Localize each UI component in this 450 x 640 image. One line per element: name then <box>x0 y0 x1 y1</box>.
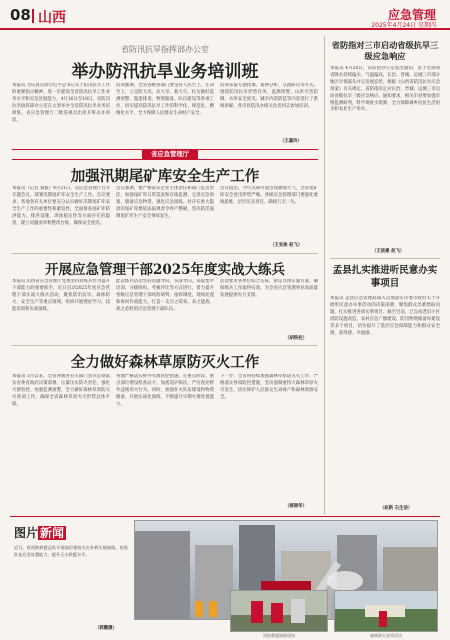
page-header <box>0 0 450 30</box>
photo-news-text: 近日，省消防救援总队开展高层建筑火灾扑救实战演练，检验队伍应急处置能力，提升灭火救援水平。 <box>14 545 128 557</box>
lead-subtitle: 省防汛抗旱指挥部办公室 <box>121 45 209 54</box>
article2-col-2: 会议强调，要严格落实企业主体责任和部门监管责任，加强尾矿库日常巡查和在线监测，完善应急预案，储备应急物资，强化应急演练。对存在重大隐患的尾矿库要依法依规责令停产整顿，坚决防范遏制尾矿库生产安全事故发生。 <box>116 186 214 219</box>
photo-caption-2: 森林防火宣传活动 <box>370 633 402 638</box>
article3-title: 开展应急管理干部2025年度实战大练兵 <box>44 262 286 278</box>
small-photo-2 <box>334 590 438 632</box>
divider <box>12 253 318 254</box>
column-divider <box>324 36 325 514</box>
divider <box>12 345 318 346</box>
divider <box>330 258 440 259</box>
small-photo-1 <box>230 590 328 632</box>
photo-caption-1: 消防救援演练现场 <box>263 633 295 638</box>
right-article2-body: 本报讯 孟县应急管理局深入贯彻落实市委市政府关于开展听民意办实事活动的决策部署，聚焦群众急难愁盼问题，扎实推进各项实事项目。截至目前，已完成老旧小区消防设施改造、农村应急广播建设、防汛物资储备库建设等多个项目，切实提升了基层应急保障能力和群众安全感、获得感、幸福感。 <box>330 296 440 336</box>
section-band <box>12 149 318 160</box>
header-divider <box>32 9 34 23</box>
lead-col-3: 培训采取专题授课、案例分析、交流研讨等方式，围绕防汛抗旱形势任务、监测预警、山洪灾害防御、水库安全度汛、城市内涝防范等内容进行了系统讲解。各市县防汛办相关负责同志参加培训。 <box>220 83 318 109</box>
article3-author: （胡铁柱） <box>285 336 307 341</box>
article3-col-3: 活动要求各单位结合实际，制定具体实施方案，确保练兵工作取得实效，为全省应急管理事业高质量发展提供有力支撑。 <box>220 279 318 298</box>
lead-col-2: 培训强调，全省各级各部门要坚持人民至上、生命至上，立足防大汛、抗大旱、救大灾，扎实做好监测预警、隐患排查、物资储备、队伍建设等各项工作，切实提高防汛抗旱工作的科学化、规范化、精细化水平，全力保障人民群众生命财产安全。 <box>116 83 214 116</box>
right-article2-title: 孟县扎实推进听民意办实事项目 <box>332 265 438 289</box>
article3-col-2: 此次练兵活动坚持问题导向、实战导向，采取集中培训、分级组织、考核评比等方式进行，着力提升各级应急管理干部风险研判、指挥调度、现场处置和协同作战能力，打造一支召之即来、来之能战、战之必胜的应急管理干部队伍。 <box>116 279 214 312</box>
section-label: 应急管理 <box>387 8 436 22</box>
divider <box>10 516 440 517</box>
lead-author: （王嘉玲） <box>280 139 302 144</box>
article4-title: 全力做好森林草原防灭火工作 <box>70 354 260 371</box>
article2-author: （王安俊 赵飞） <box>270 243 303 248</box>
article2-col-3: 会议指出，今年汛期可能出现极端天气，全省尾矿库安全度汛形势严峻，各级应急管理部门要强化底线思维，层层压实责任，确保万无一失。 <box>220 186 318 205</box>
right-article2-author: （赵新 石生洁） <box>380 506 413 511</box>
article4-col-2: 各地严格落实野外火源管控措施，在重点时段、重点部位增设检查站卡，加密巡护频次，严厉查处野外违规用火行为。同时，加强扑火队伍建设和物资储备，开展实战化演练，不断提升早期火情处置能力。 <box>116 374 214 407</box>
article4-col-3: 下一步，全省将持续加强森林草原防灭火工作，严格落实各项防控措施，坚决遏制重特大森林草原火灾发生，切实保护人民群众生命财产和森林资源安全。 <box>220 374 318 400</box>
article2-title: 加强汛期尾矿库安全生产工作 <box>70 168 260 185</box>
logo-text-right: 新闻 <box>40 526 65 540</box>
right-article1-author: （王波豪 赵飞） <box>372 249 405 254</box>
photo-news-author: （郭鹏摄） <box>95 626 117 631</box>
article2-col-1: 本报讯（记者 秦毅）4月21日，省应急管理厅召开专题会议，部署汛期尾矿库安全生产工作。会议要求，各地各有关单位要充分认识做好汛期尾矿库安全生产工作的重要性和紧迫性，全面排查尾矿库防洪能力、排洪设施、坝体稳定性等方面存在的隐患，建立问题清单和整改台账，确保安全度汛。 <box>12 186 110 226</box>
issue-date: 2025年4月24日 星期四 <box>371 22 436 29</box>
photo-news-logo <box>14 522 124 542</box>
page-number: 08 <box>10 6 31 24</box>
lead-title: 举办防汛抗旱业务培训班 <box>71 62 259 82</box>
article4-col-1: 本报讯 3月以来，全省各级各有关部门坚决贯彻落实省委省政府决策部署，压紧压实防火责任，强化火源管控，加强监测预警，全力做好森林草原防灭火各项工作，确保全省森林草原火灾形势总体平稳。 <box>12 374 110 407</box>
logo-text-left: 图片 <box>14 526 39 540</box>
article4-author: （郝丽华） <box>285 504 307 509</box>
section-band-label: 省应急管理厅 <box>142 150 198 159</box>
right-article1-title: 省防指对三市启动省级抗旱三级应急响应 <box>331 40 439 61</box>
region-label: 山西 <box>38 10 66 26</box>
right-article1-body: 本报讯 4月20日，省防指办公室发出通知，鉴于近期我省降水持续偏少、气温偏高，长治、晋城、运城三市部分地区旱情露头并呈发展态势，根据《山西省防汛抗旱应急预案》有关规定，省防指决定对长治、晋城、运城三市启动省级抗旱三级应急响应。通知要求，相关市县要加强旱情监测研判，科学调度水资源，全力保障城乡居民生活用水和农业生产用水。 <box>330 66 440 113</box>
lead-col-1: 本报讯 为认真贯彻习近平总书记关于防汛抗旱工作的重要指示精神，进一步提高全省防汛抗旱工作业务水平和应急处置能力，4月16日至18日，省防汛抗旱指挥部办公室在太原举办全省防汛抗旱业务培训班。省应急管理厅二级巡视员出席开班式并讲话。 <box>12 83 110 123</box>
article3-col-1: 本报讯 山西省应急管理厅党委坚持将练兵作为提升干部能力的重要抓手，近日启动2025年度应急管理干部实战大练兵活动，聚焦防汛抗旱、森林防火、安全生产等重点领域，组织开展理论学习、技能培训和实战演练。 <box>12 279 110 312</box>
